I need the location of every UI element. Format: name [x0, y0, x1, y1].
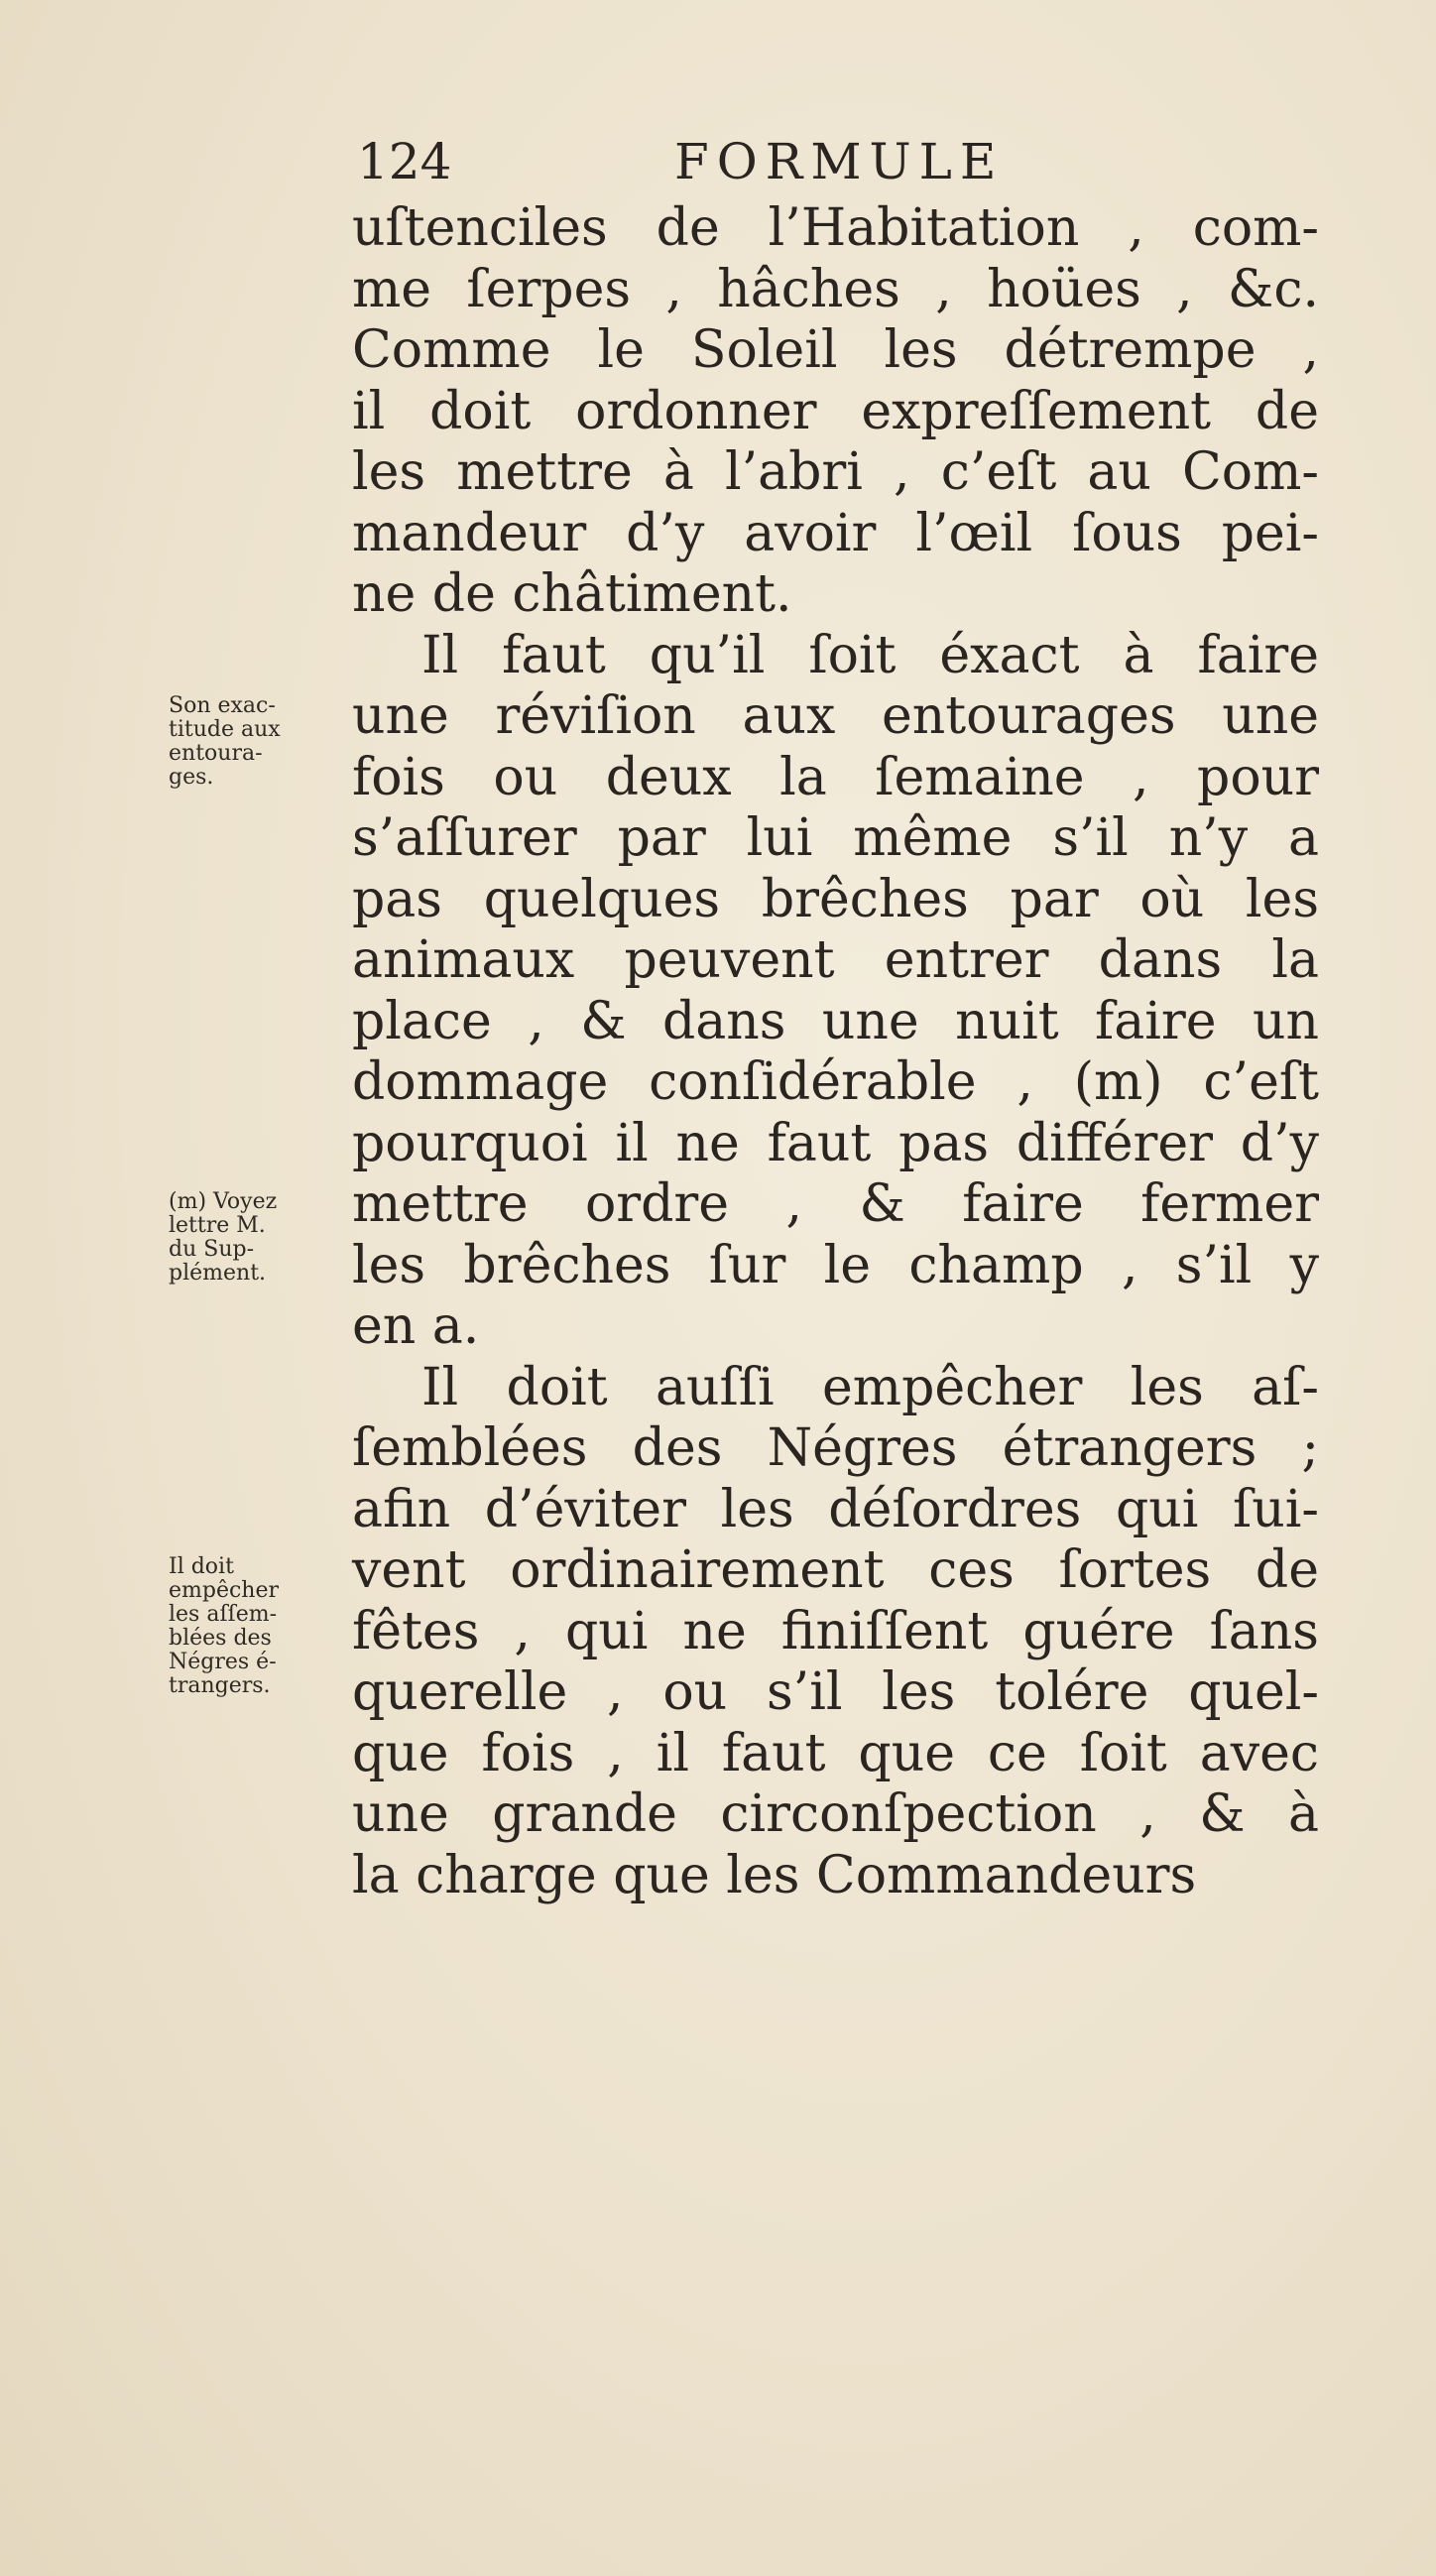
page-header — [357, 127, 1349, 196]
margin-note — [169, 1190, 352, 1286]
text-line: les brêches ſur le champ , s’il y — [352, 1235, 1319, 1295]
margin-note — [169, 1555, 352, 1698]
margin-note-line: les aſſem- — [169, 1602, 278, 1627]
text-line: fêtes , qui ne finiſſent guére ſans — [352, 1601, 1319, 1661]
text-line: pourquoi il ne faut pas différer d’y — [352, 1113, 1319, 1173]
text-line: Il doit auſſi empêcher les aſ- — [421, 1357, 1319, 1417]
text-line: afin d’éviter les déſordres qui ſui- — [352, 1479, 1319, 1539]
text-line: vent ordinairement ces ſortes de — [352, 1540, 1319, 1600]
margin-note-line: empêcher — [169, 1578, 280, 1603]
margin-note-line: blées des — [169, 1626, 272, 1651]
text-line: animaux peuvent entrer dans la — [352, 930, 1319, 990]
text-line: s’aſſurer par lui même s’il n’y a — [352, 808, 1319, 868]
margin-note-line: plément. — [169, 1261, 267, 1286]
text-line: querelle , ou s’il les tolére quel- — [352, 1662, 1319, 1722]
text-line: mandeur d’y avoir l’œil ſous pei- — [352, 503, 1319, 563]
margin-note-line: du Sup- — [169, 1237, 255, 1262]
text-line: une réviſion aux entourages une — [352, 686, 1319, 746]
text-line: les mettre à l’abri , c’eſt au Com- — [352, 442, 1319, 502]
text-line: mettre ordre , & faire fermer — [352, 1174, 1319, 1234]
margin-note-line: Il doit — [169, 1554, 234, 1579]
text-line: ne de châtiment. — [352, 564, 792, 624]
text-line: la charge que les Commandeurs — [352, 1845, 1197, 1905]
margin-note-line: Négres é- — [169, 1650, 277, 1674]
text-line: place , & dans une nuit faire un — [352, 991, 1319, 1051]
text-line: uſtenciles de l’Habitation , com- — [352, 198, 1319, 258]
margin-note-line: entoura- — [169, 741, 263, 766]
margin-note-line: lettre M. — [169, 1213, 266, 1238]
margin-note-line: Son exac- — [169, 693, 276, 718]
margin-note-line: (m) Voyez — [169, 1189, 278, 1214]
text-line: dommage conſidérable , (m) c’eſt — [352, 1052, 1319, 1112]
running-title: FORMULE — [674, 133, 1005, 190]
text-line: Il faut qu’il ſoit éxact à faire — [421, 625, 1319, 685]
text-line: Comme le Soleil les détrempe , — [352, 320, 1319, 380]
text-line: ſemblées des Négres étrangers ; — [352, 1418, 1319, 1478]
body-text — [352, 198, 1319, 1906]
margin-note-line: trangers. — [169, 1673, 271, 1698]
text-line: me ſerpes , hâches , hoües , &c. — [352, 259, 1319, 319]
text-line: fois ou deux la ſemaine , pour — [352, 747, 1319, 807]
text-line: pas quelques brêches par où les — [352, 869, 1319, 929]
margin-note-line: titude aux — [169, 717, 281, 742]
margin-note — [169, 694, 352, 790]
margin-note-line: ges. — [169, 765, 214, 790]
page-number: 124 — [357, 133, 452, 190]
text-line: une grande circonſpection , & à — [352, 1784, 1319, 1844]
text-line: il doit ordonner expreſſement de — [352, 381, 1319, 441]
text-line: que fois , il faut que ce ſoit avec — [352, 1723, 1319, 1783]
text-line: en a. — [352, 1296, 480, 1356]
